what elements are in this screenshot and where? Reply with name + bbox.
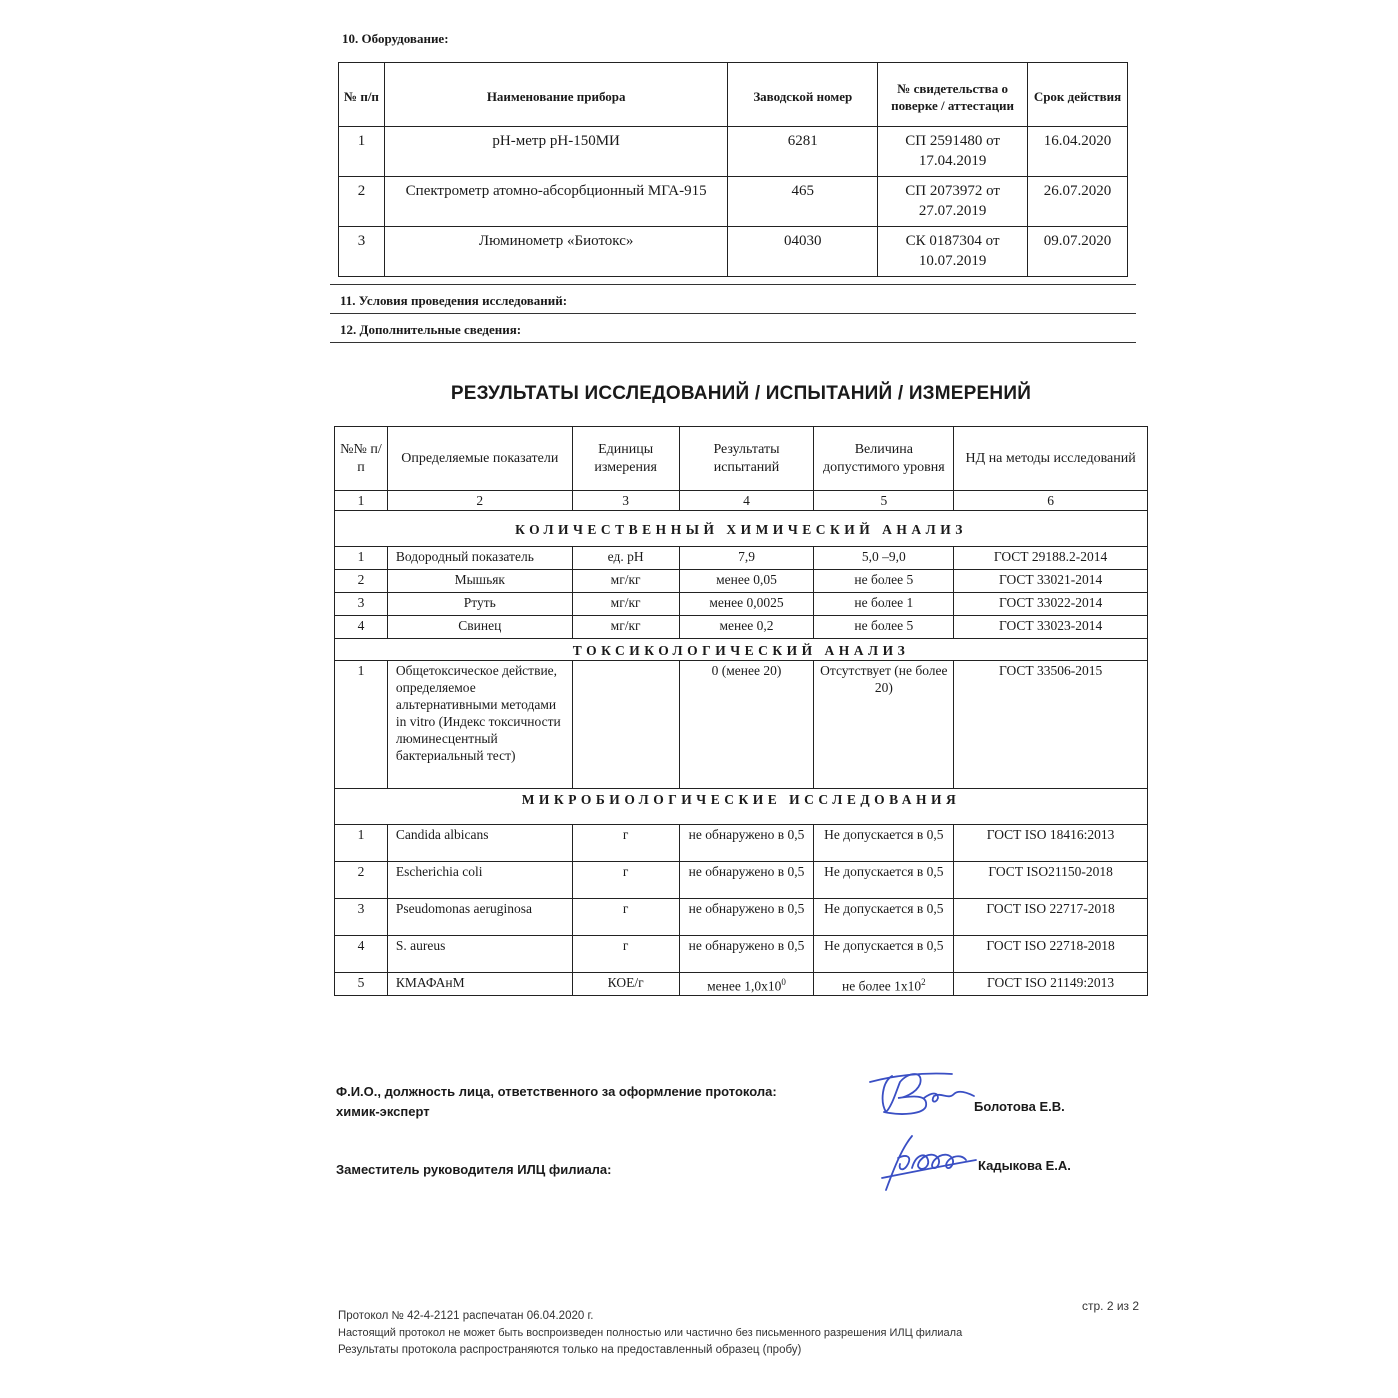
signature-bolotova bbox=[862, 1062, 992, 1122]
row-limit bbox=[814, 973, 954, 996]
row-unit: КОЕ/г bbox=[572, 973, 679, 996]
row-limit: не более 1 bbox=[814, 593, 954, 616]
equip-num: 1 bbox=[339, 127, 385, 177]
equip-serial: 6281 bbox=[728, 127, 878, 177]
divider bbox=[330, 342, 1136, 343]
row-num: 1 bbox=[335, 661, 388, 789]
results-header-num: №№ п/п bbox=[335, 427, 388, 491]
row-param: Мышьяк bbox=[387, 570, 572, 593]
equip-header-num: № п/п bbox=[339, 63, 385, 127]
equip-valid: 26.07.2020 bbox=[1028, 177, 1128, 227]
row-result bbox=[679, 973, 814, 996]
row-method: ГОСТ ISO 18416:2013 bbox=[954, 825, 1148, 862]
equip-num: 3 bbox=[339, 227, 385, 277]
row-result: менее 0,2 bbox=[679, 616, 814, 639]
section-title-chemical: КОЛИЧЕСТВЕННЫЙ ХИМИЧЕСКИЙ АНАЛИЗ bbox=[335, 511, 1148, 547]
equip-name: Люминометр «Биотокс» bbox=[384, 227, 727, 277]
results-title: РЕЗУЛЬТАТЫ ИССЛЕДОВАНИЙ / ИСПЫТАНИЙ / ИЗМЕРЕНИЙ bbox=[450, 383, 1032, 404]
col-number: 6 bbox=[954, 491, 1148, 511]
row-unit: г bbox=[572, 825, 679, 862]
results-header-row bbox=[335, 427, 1148, 491]
row-unit: г bbox=[572, 899, 679, 936]
row-unit: мг/кг bbox=[572, 570, 679, 593]
row-result: менее 0,05 bbox=[679, 570, 814, 593]
row-result: не обнаружено в 0,5 bbox=[679, 825, 814, 862]
col-number: 5 bbox=[814, 491, 954, 511]
results-header-method: НД на методы исследований bbox=[954, 427, 1148, 491]
table-row bbox=[335, 616, 1148, 639]
results-header-param: Определяемые показатели bbox=[387, 427, 572, 491]
table-row bbox=[335, 547, 1148, 570]
equip-valid: 16.04.2020 bbox=[1028, 127, 1128, 177]
deputy-label: Заместитель руководителя ИЛЦ филиала: bbox=[336, 1162, 612, 1177]
divider bbox=[330, 313, 1136, 314]
table-row bbox=[339, 127, 1128, 177]
equip-num: 2 bbox=[339, 177, 385, 227]
section-row-toxicological bbox=[335, 639, 1148, 661]
section-11-title: 11. Условия проведения исследований: bbox=[340, 293, 568, 308]
row-limit: Не допускается в 0,5 bbox=[814, 862, 954, 899]
section-title-toxicological: ТОКСИКОЛОГИЧЕСКИЙ АНАЛИЗ bbox=[335, 639, 1148, 661]
row-limit: не более 5 bbox=[814, 570, 954, 593]
section-row-chemical bbox=[335, 511, 1148, 547]
results-header-result: Результаты испытаний bbox=[679, 427, 814, 491]
row-num: 2 bbox=[335, 570, 388, 593]
equipment-header-row bbox=[339, 63, 1128, 127]
row-num: 4 bbox=[335, 936, 388, 973]
row-num: 5 bbox=[335, 973, 388, 996]
row-method: ГОСТ 33021-2014 bbox=[954, 570, 1148, 593]
equip-serial: 465 bbox=[728, 177, 878, 227]
table-row bbox=[335, 593, 1148, 616]
row-unit: мг/кг bbox=[572, 616, 679, 639]
col-number: 2 bbox=[387, 491, 572, 511]
signature-kadykova bbox=[872, 1128, 992, 1200]
table-row bbox=[335, 973, 1148, 996]
limit-exponent: 2 bbox=[921, 977, 926, 987]
equip-cert: СП 2591480 от 17.04.2019 bbox=[878, 127, 1028, 177]
row-unit: ед. pH bbox=[572, 547, 679, 570]
row-result: 0 (менее 20) bbox=[679, 661, 814, 789]
table-row bbox=[335, 661, 1148, 789]
section-10-title: 10. Оборудование: bbox=[342, 31, 449, 46]
equip-cert: СК 0187304 от 10.07.2019 bbox=[878, 227, 1028, 277]
row-param: Candida albicans bbox=[387, 825, 572, 862]
footer-scope-notice: Результаты протокола распространяются только на предоставленный образец (пробу) bbox=[338, 1344, 802, 1356]
row-result: не обнаружено в 0,5 bbox=[679, 862, 814, 899]
table-row bbox=[339, 227, 1128, 277]
row-num: 2 bbox=[335, 862, 388, 899]
row-unit: г bbox=[572, 936, 679, 973]
equip-valid: 09.07.2020 bbox=[1028, 227, 1128, 277]
row-limit: Отсутствует (не более 20) bbox=[814, 661, 954, 789]
table-row bbox=[335, 862, 1148, 899]
row-param: Водородный показатель bbox=[387, 547, 572, 570]
row-unit bbox=[572, 661, 679, 789]
row-num: 1 bbox=[335, 825, 388, 862]
results-table bbox=[334, 426, 1148, 996]
row-num: 1 bbox=[335, 547, 388, 570]
row-method: ГОСТ 29188.2-2014 bbox=[954, 547, 1148, 570]
divider bbox=[330, 284, 1136, 285]
row-result: менее 0,0025 bbox=[679, 593, 814, 616]
row-method: ГОСТ 33023-2014 bbox=[954, 616, 1148, 639]
row-param: Escherichia coli bbox=[387, 862, 572, 899]
equip-header-name: Наименование прибора bbox=[384, 63, 727, 127]
equip-name: pH-метр pH-150МИ bbox=[384, 127, 727, 177]
result-base: менее 1,0х10 bbox=[707, 978, 782, 994]
section-row-microbiological bbox=[335, 789, 1148, 825]
row-result: не обнаружено в 0,5 bbox=[679, 899, 814, 936]
limit-base: не более 1х10 bbox=[842, 978, 922, 994]
equip-serial: 04030 bbox=[728, 227, 878, 277]
equip-header-cert: № свидетельства о поверке / аттестации bbox=[878, 63, 1028, 127]
equip-cert: СП 2073972 от 27.07.2019 bbox=[878, 177, 1028, 227]
row-limit: Не допускается в 0,5 bbox=[814, 899, 954, 936]
row-result: не обнаружено в 0,5 bbox=[679, 936, 814, 973]
col-number: 3 bbox=[572, 491, 679, 511]
row-method: ГОСТ ISO21150-2018 bbox=[954, 862, 1148, 899]
row-num: 3 bbox=[335, 593, 388, 616]
section-12-title: 12. Дополнительные сведения: bbox=[340, 322, 522, 337]
row-limit: не более 5 bbox=[814, 616, 954, 639]
table-row bbox=[335, 936, 1148, 973]
table-row bbox=[335, 825, 1148, 862]
row-unit: г bbox=[572, 862, 679, 899]
equip-header-valid: Срок действия bbox=[1028, 63, 1128, 127]
row-method: ГОСТ ISO 22718-2018 bbox=[954, 936, 1148, 973]
row-param: S. aureus bbox=[387, 936, 572, 973]
row-result: 7,9 bbox=[679, 547, 814, 570]
responsible-role: химик-эксперт bbox=[336, 1104, 430, 1119]
column-number-row bbox=[335, 491, 1148, 511]
row-method: ГОСТ ISO 21149:2013 bbox=[954, 973, 1148, 996]
responsible-label: Ф.И.О., должность лица, ответственного за оформление протокола: bbox=[336, 1084, 777, 1099]
footer-copy-notice: Настоящий протокол не может быть воспроизведен полностью или частично без письменного разрешения ИЛЦ филиала bbox=[338, 1327, 963, 1339]
table-row bbox=[339, 177, 1128, 227]
row-unit: мг/кг bbox=[572, 593, 679, 616]
row-param: Общетоксическое действие, определяемое альтернативными методами in vitro (Индекс токсичности люминесцентный бактериальный тест) bbox=[387, 661, 572, 789]
section-title-microbiological: МИКРОБИОЛОГИЧЕСКИЕ ИССЛЕДОВАНИЯ bbox=[335, 789, 1148, 825]
row-method: ГОСТ 33022-2014 bbox=[954, 593, 1148, 616]
row-num: 3 bbox=[335, 899, 388, 936]
footer-printed: Протокол № 42-4-2121 распечатан 06.04.2020 г. bbox=[338, 1310, 594, 1322]
row-param: Свинец bbox=[387, 616, 572, 639]
row-param: Ртуть bbox=[387, 593, 572, 616]
equip-header-serial: Заводской номер bbox=[728, 63, 878, 127]
row-param: КМАФАнМ bbox=[387, 973, 572, 996]
results-header-limit: Величина допустимого уровня bbox=[814, 427, 954, 491]
row-method: ГОСТ 33506-2015 bbox=[954, 661, 1148, 789]
row-method: ГОСТ ISO 22717-2018 bbox=[954, 899, 1148, 936]
table-row bbox=[335, 570, 1148, 593]
row-limit: 5,0 –9,0 bbox=[814, 547, 954, 570]
result-exponent: 0 bbox=[781, 977, 786, 987]
page-number: стр. 2 из 2 bbox=[1082, 1299, 1140, 1313]
row-num: 4 bbox=[335, 616, 388, 639]
equipment-table bbox=[338, 62, 1128, 277]
col-number: 4 bbox=[679, 491, 814, 511]
deputy-name: Кадыкова Е.А. bbox=[978, 1158, 1071, 1173]
row-limit: Не допускается в 0,5 bbox=[814, 825, 954, 862]
col-number: 1 bbox=[335, 491, 388, 511]
equip-name: Спектрометр атомно-абсорбционный МГА-915 bbox=[384, 177, 727, 227]
row-limit: Не допускается в 0,5 bbox=[814, 936, 954, 973]
table-row bbox=[335, 899, 1148, 936]
row-param: Pseudomonas aeruginosa bbox=[387, 899, 572, 936]
responsible-name: Болотова Е.В. bbox=[974, 1099, 1065, 1114]
results-header-unit: Единицы измерения bbox=[572, 427, 679, 491]
